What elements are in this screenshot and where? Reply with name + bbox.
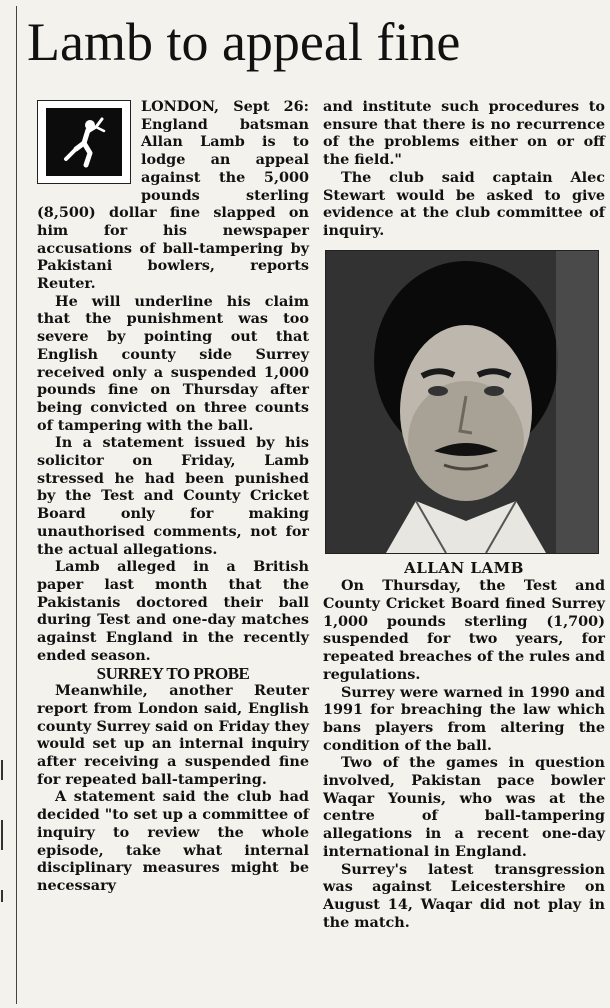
paragraph: In a statement issued by his solicitor on Friday, Lamb stressed he had been punished by the Test and County Cricket Board only for making unauthorised comments, not for the actual allegations. xyxy=(37,434,309,558)
margin-marks xyxy=(0,760,6,960)
paragraph: Surrey's latest transgression was against Leicestershire on August 14, Waqar did not play in the match. xyxy=(323,860,605,931)
left-column xyxy=(37,98,309,895)
paragraph: Lamb alleged in a British paper last month that the Pakistanis doctored their ball during Test and one-day matches against England in the recently ended season. xyxy=(37,558,309,664)
lead-paragraph: LONDON, Sept 26: England batsman Allan Lamb is to lodge an appeal against the 5,000 pounds sterling (8,500) dollar fine slapped on him for his newspaper accusations of ball-tampering by Pakistani bowlers, reports Reuter. xyxy=(37,98,309,293)
paragraph: The club said captain Alec Stewart would be asked to give evidence at the club committee of inquiry. xyxy=(323,168,605,239)
newspaper-clipping xyxy=(16,6,607,1004)
photo-caption: ALLAN LAMB xyxy=(404,558,524,577)
paragraph: Two of the games in question involved, Pakistan pace bowler Waqar Younis, who was at the centre of ball-tampering allegations in a recent one-day international in England. xyxy=(323,754,605,860)
portrait-photo xyxy=(325,250,599,554)
paragraph: Meanwhile, another Reuter report from London said, English county Surrey said on Friday they would set up an internal inquiry after receiving a suspended fine for repeated ball-tampering. xyxy=(37,682,309,788)
paragraph: Surrey were warned in 1990 and 1991 for breaching the law which bans players from altering the condition of the ball. xyxy=(323,683,605,754)
paragraph: A statement said the club had decided "to set up a committee of inquiry to review the whole episode, take what internal disciplinary measures might be necessary xyxy=(37,788,309,894)
headline: Lamb to appeal fine xyxy=(27,12,461,72)
cricket-batsman-icon xyxy=(37,100,131,184)
right-column xyxy=(323,98,605,931)
paragraph: and institute such procedures to ensure that there is no recurrence of the problems either on or off the field." xyxy=(323,98,605,169)
paragraph: On Thursday, the Test and County Cricket Board fined Surrey 1,000 pounds sterling (1,700) suspended for two years, for repeated breaches of the rules and regulations. xyxy=(323,577,605,683)
subheading: SURREY TO PROBE xyxy=(96,663,250,683)
paragraph: He will underline his claim that the punishment was too severe by pointing out that English county side Surrey received only a suspended 1,000 pounds fine on Thursday after being convicted on three counts of tampering with the ball. xyxy=(37,292,309,434)
